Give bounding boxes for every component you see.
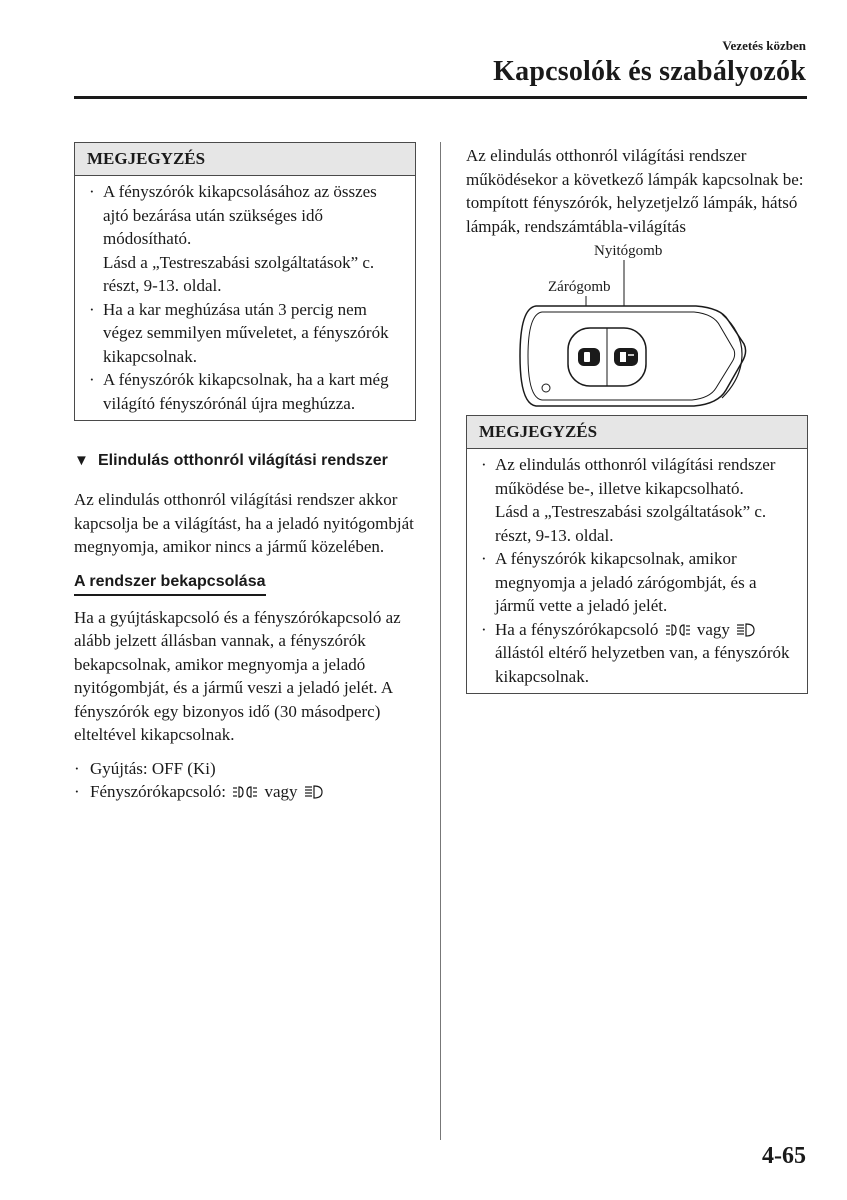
note-item-text: Ha a fényszórókapcsoló — [495, 619, 659, 639]
note-body — [467, 449, 807, 693]
condition-item — [74, 780, 416, 804]
note-item — [89, 180, 405, 298]
lamps-list: tompított fényszórók, helyzetjelző lámpák, hátsó lámpák, rendszámtábla-világítás — [466, 193, 798, 236]
note-item-text: Az elindulás otthonról világítási rendszer működése be-, illetve kikapcsolható. — [495, 455, 776, 498]
note-item — [89, 368, 405, 415]
intro-paragraph: Az elindulás otthonról világítási rendszer működésekor a következő lámpák kapcsolnak be: — [466, 146, 804, 189]
note-item-text: A fényszórók kikapcsolnak, ha a kart még világító fényszórónál újra meghúzza. — [103, 370, 389, 413]
lock-icon — [578, 348, 600, 366]
subheading: A rendszer bekapcsolása — [74, 571, 266, 596]
note-item — [89, 298, 405, 369]
note-box-left — [74, 142, 416, 421]
condition-list — [74, 757, 416, 804]
note-title: MEGJEGYZÉS — [467, 416, 807, 449]
section-paragraph: Az elindulás otthonról világítási rendszer akkor kapcsolja be a világítást, ha a jeladó nyitógombját megnyomja, amikor nincs a jármű közelében. — [74, 490, 414, 556]
right-column — [466, 142, 808, 694]
page-title: Kapcsolók és szabályozók — [493, 56, 806, 87]
note-box-right — [466, 415, 808, 694]
activation-paragraph: Ha a gyújtáskapcsoló és a fényszórókapcsoló az alább jelzett állásban vannak, a fényszórók bekapcsolnak, amikor megnyomja a jeladó nyitógombját, és a jármű veszi a jeladó jelét. A fényszórók egy bizonyos idő (30 másodperc) elteltével kikapcsolnak. — [74, 607, 401, 744]
column-divider — [440, 142, 441, 1140]
note-item-text: A fényszórók kikapcsolnak, amikor megnyomja a jeladó zárógombját, és a jármű vette a jeladó jelét. — [495, 549, 757, 615]
bullet-icon: · — [89, 370, 95, 389]
bullet-icon: · — [89, 299, 95, 319]
condition-item — [74, 757, 416, 781]
headlight-icon — [736, 623, 756, 637]
key-fob-figure — [466, 238, 808, 413]
unlock-button-callout: Nyitógomb — [594, 243, 663, 259]
section-heading-text: Elindulás otthonról világítási rendszer — [98, 452, 388, 469]
section-heading — [74, 449, 416, 472]
bullet-icon: · — [481, 619, 487, 639]
headlight-icon — [304, 785, 324, 799]
left-column — [74, 142, 416, 804]
key-fob-drawing — [516, 300, 748, 412]
lock-button-callout: Zárógomb — [548, 279, 611, 295]
parking-lamp-icon — [665, 623, 691, 637]
unlock-icon — [614, 348, 638, 366]
page-number: 4-65 — [762, 1143, 806, 1169]
bullet-icon: · — [481, 455, 487, 474]
header-rule — [74, 96, 807, 99]
condition-ignition: Gyújtás: OFF (Ki) — [90, 758, 216, 778]
note-item-text-end: állástól eltérő helyzetben van, a fényszórók kikapcsolnak. — [495, 643, 790, 686]
note-item-text: Ha a kar meghúzása után 3 percig nem végez semmilyen műveletet, a fényszórók kikapcsolnak. — [103, 299, 389, 366]
bullet-icon: · — [481, 549, 487, 568]
bullet-icon: · — [89, 182, 95, 201]
condition-or: vagy — [264, 782, 298, 801]
note-item — [481, 618, 797, 689]
section-header: Vezetés közben — [722, 38, 806, 53]
note-item — [481, 453, 797, 547]
triangle-icon: ▼ — [74, 452, 89, 469]
bullet-icon: · — [74, 782, 80, 801]
bullet-icon: · — [74, 758, 80, 778]
note-item-sub: Lásd a „Testreszabási szolgáltatások” c. részt, 9-13. oldal. — [103, 252, 375, 295]
note-title: MEGJEGYZÉS — [75, 143, 415, 176]
note-body — [75, 176, 415, 420]
note-item — [481, 547, 797, 618]
note-item-text: A fényszórók kikapcsolásához az összes ajtó bezárása után szükséges idő módosítható. — [103, 182, 377, 248]
condition-switch-label: Fényszórókapcsoló: — [90, 782, 226, 801]
note-item-or: vagy — [696, 619, 730, 639]
parking-lamp-icon — [232, 785, 258, 799]
note-item-sub: Lásd a „Testreszabási szolgáltatások” c. részt, 9-13. oldal. — [495, 502, 767, 545]
